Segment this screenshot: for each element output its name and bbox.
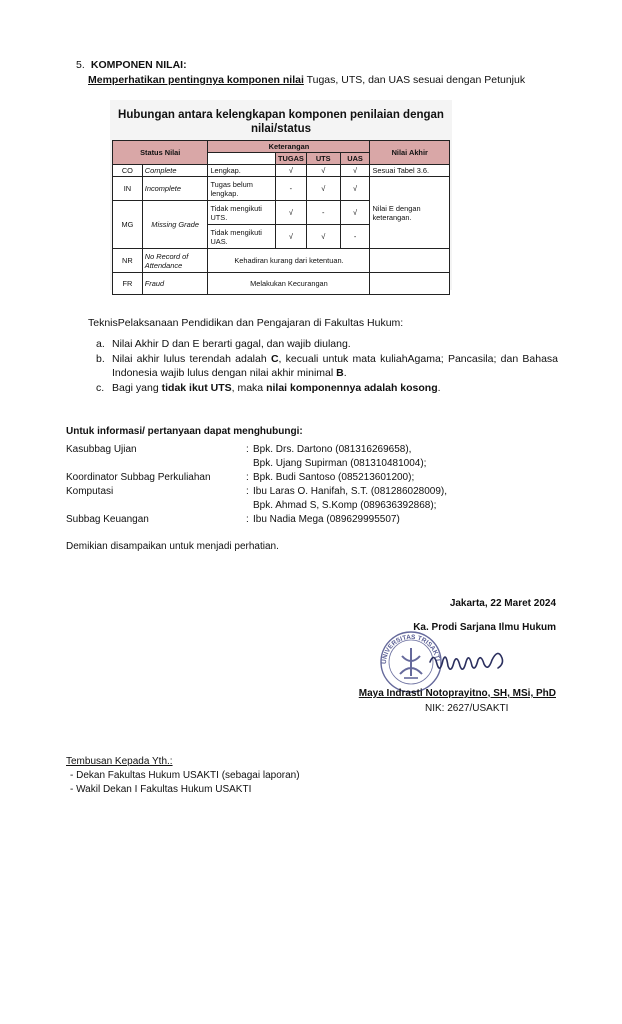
table-header-row: [113, 141, 450, 153]
header-keterangan: Keterangan: [208, 141, 370, 153]
list-text-mid: , kecuali untuk mata kuliahAgama; Pancasila; dan Bahasa Indonesia wajib lulus dengan nilai akhir minimal: [112, 353, 559, 379]
row-code: FR: [113, 273, 143, 295]
section-subtitle-emphasis: Memperhatikan pentingnya komponen nilai: [88, 74, 304, 86]
contact-value: Bpk. Budi Santoso (085213601200);: [253, 472, 415, 483]
table-row: [113, 177, 450, 201]
list-text-pre: Nilai akhir lulus terendah adalah: [112, 353, 271, 365]
row-tugas: √: [275, 201, 306, 225]
list-text-mid: , maka: [231, 382, 267, 394]
list-item: [96, 381, 558, 395]
header-nilai-akhir: Nilai Akhir: [370, 141, 450, 165]
info-heading: Untuk informasi/ pertanyaan dapat menghubungi:: [66, 426, 303, 437]
closing-sentence: Demikian disampaikan untuk menjadi perhatian.: [66, 541, 279, 552]
section-heading: [76, 59, 187, 71]
row-desc: Tidak mengikuti UTS.: [208, 201, 276, 225]
header-uts: UTS: [306, 153, 340, 165]
row-tugas: -: [275, 177, 306, 201]
contact-label: Koordinator Subbag Perkuliahan: [66, 472, 211, 483]
row-code: IN: [113, 177, 143, 201]
header-uas: UAS: [340, 153, 370, 165]
contact-label: Komputasi: [66, 486, 114, 497]
row-name: Missing Grade: [142, 201, 208, 249]
tembusan-heading: Tembusan Kepada Yth.:: [66, 756, 173, 767]
row-tugas: √: [275, 165, 306, 177]
list-marker: a.: [96, 338, 105, 350]
row-name: No Record of Attendance: [142, 249, 208, 273]
grade-status-figure: [110, 100, 452, 290]
list-text-post: .: [343, 367, 347, 379]
contact-sep: :: [246, 486, 249, 497]
header-status: Status Nilai: [113, 141, 208, 165]
row-name: Complete: [142, 165, 208, 177]
list-bold: C: [270, 353, 279, 365]
row-uts: √: [306, 177, 340, 201]
row-uas: -: [340, 225, 370, 249]
row-code: CO: [113, 165, 143, 177]
grade-status-table: [112, 140, 450, 295]
contact-label: Kasubbag Ujian: [66, 444, 137, 455]
table-row: [113, 273, 450, 295]
contact-value: Bpk. Ahmad S, S.Komp (089636392868);: [253, 500, 437, 511]
list-marker: b.: [96, 353, 105, 365]
list-text-pre: Bagi yang: [112, 382, 162, 394]
section-title: KOMPONEN NILAI:: [90, 59, 187, 71]
list-marker: c.: [96, 382, 105, 394]
row-uts: √: [306, 225, 340, 249]
row-code: MG: [113, 201, 143, 249]
section-subtitle: [88, 74, 525, 86]
section-subtitle-rest: Tugas, UTS, dan UAS sesuai dengan Petunjuk: [303, 74, 526, 86]
header-tugas: TUGAS: [275, 153, 306, 165]
row-code: NR: [113, 249, 143, 273]
signatory-nik: NIK: 2627/USAKTI: [425, 703, 509, 714]
table-row: [113, 249, 450, 273]
row-name: Incomplete: [142, 177, 208, 201]
signatory-position: Ka. Prodi Sarjana Ilmu Hukum: [413, 622, 556, 633]
contact-sep: :: [246, 444, 249, 455]
row-desc: Lengkap.: [208, 165, 276, 177]
row-desc: Tidak mengikuti UAS.: [208, 225, 276, 249]
row-uas: √: [340, 201, 370, 225]
contact-value: Ibu Laras O. Hanifah, S.T. (081286028009),: [253, 486, 448, 497]
letter-date: Jakarta, 22 Maret 2024: [449, 598, 556, 609]
teknis-paragraph: TeknisPelaksanaan Pendidikan dan Pengajaran di Fakultas Hukum:: [88, 317, 404, 329]
handwritten-signature: [428, 648, 518, 678]
list-text: Nilai Akhir D dan E berarti gagal, dan wajib diulang.: [112, 338, 351, 350]
list-bold: B: [336, 367, 344, 379]
list-item: [96, 352, 558, 380]
tembusan-item: - Dekan Fakultas Hukum USAKTI (sebagai laporan): [70, 770, 300, 781]
row-desc: Kehadiran kurang dari ketentuan.: [208, 249, 370, 273]
row-akhir-merged: Nilai E dengan keterangan.: [370, 177, 450, 249]
tembusan-item: - Wakil Dekan I Fakultas Hukum USAKTI: [70, 784, 252, 795]
table-row: [113, 165, 450, 177]
figure-title: [110, 108, 452, 136]
list-bold: tidak ikut UTS: [161, 382, 232, 394]
section-number: 5.: [76, 59, 85, 71]
seal-text: UNIVERSITAS TRISAKTI: [380, 633, 441, 665]
contact-sep: :: [246, 514, 249, 525]
row-uts: -: [306, 201, 340, 225]
row-uas: √: [340, 177, 370, 201]
row-uts: √: [306, 165, 340, 177]
contact-label: Subbag Keuangan: [66, 514, 149, 525]
row-desc: Tugas belum lengkap.: [208, 177, 276, 201]
contact-sep: :: [246, 472, 249, 483]
rules-list: [96, 337, 558, 396]
row-name: Fraud: [142, 273, 208, 295]
row-akhir: Sesuai Tabel 3.6.: [370, 165, 450, 177]
list-item: [96, 337, 558, 351]
figure-title-line2: nilai/status: [250, 123, 312, 135]
figure-title-line1: Hubungan antara kelengkapan komponen penilaian dengan: [118, 109, 444, 121]
contact-value: Bpk. Drs. Dartono (081316269658),: [253, 444, 412, 455]
contact-value: Bpk. Ujang Supirman (081310481004);: [253, 458, 427, 469]
list-text-post: .: [437, 382, 441, 394]
list-bold: nilai komponennya adalah kosong: [266, 382, 438, 394]
signatory-name: Maya Indrasti Notoprayitno, SH, MSi, PhD: [358, 688, 556, 699]
row-uas: √: [340, 165, 370, 177]
contact-value: Ibu Nadia Mega (089629995507): [253, 514, 400, 525]
row-tugas: √: [275, 225, 306, 249]
row-desc: Melakukan Kecurangan: [208, 273, 370, 295]
